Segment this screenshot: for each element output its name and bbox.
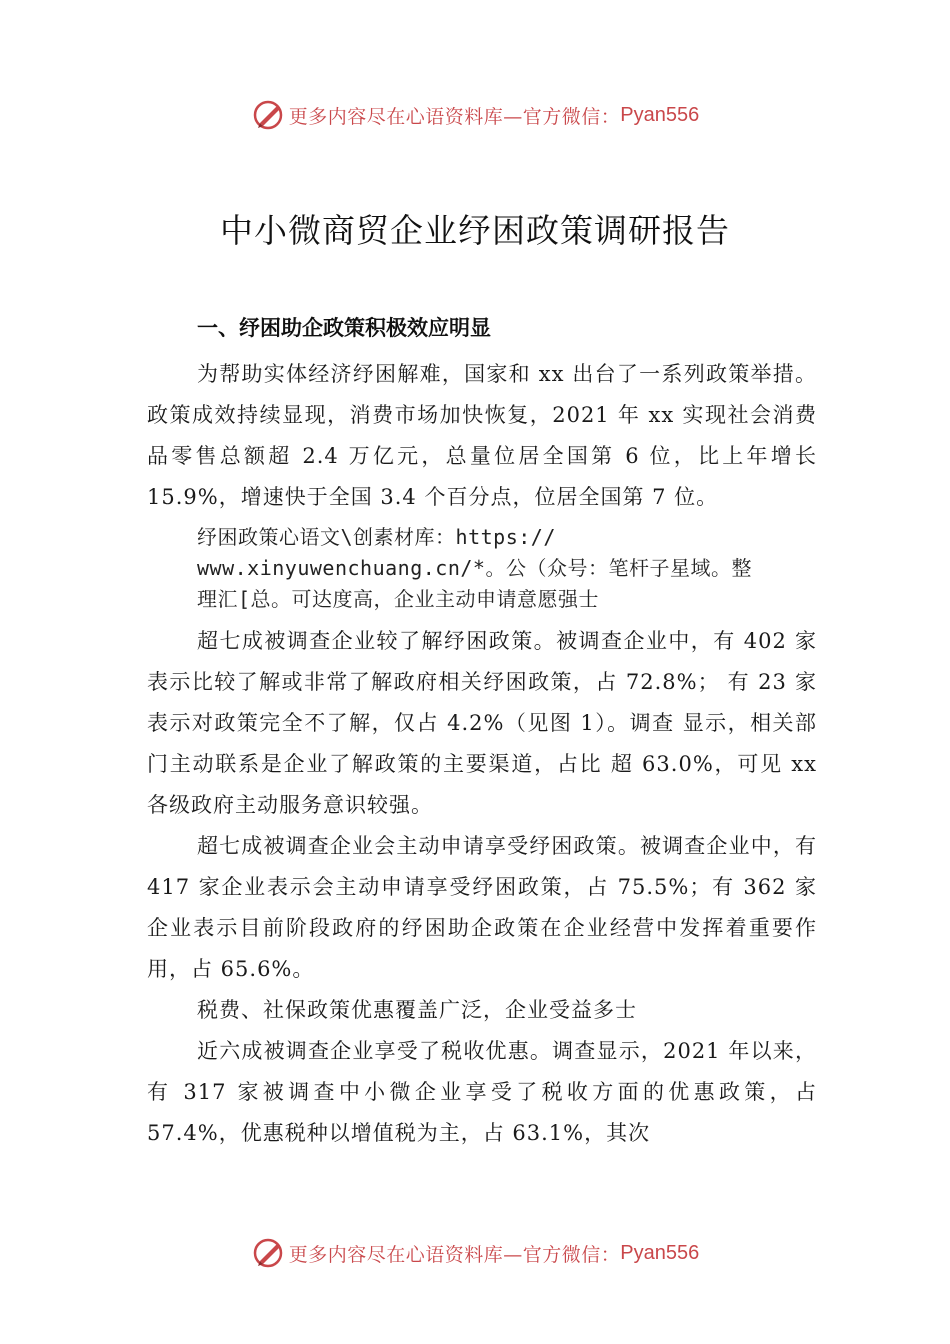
paragraph-1: 为帮助实体经济纾困解难，国家和 xx 出台了一系列政策举措。政策成效持续显现，消费市场加快恢复，2021 年 xx 实现社会消费品零售总额超 2.4 万亿元，总量位居全国第 6 位，比上年增长 15.9%，增速快于全国 3.4 个百分点，位居全国第 7 位。 [147, 362, 817, 509]
watermark-line-1: 纾困政策心语文\创素材库：https:// [197, 525, 556, 549]
watermark-line-3: 理汇[总。可达度高，企业主动申请意愿强士 [197, 587, 600, 611]
document-body [147, 312, 817, 1154]
pen-logo-icon [251, 98, 285, 132]
paragraph-2: 超七成被调查企业较了解纾困政策。被调查企业中，有 402 家表示比较了解或非常了解政府相关纾困政策，占 72.8%； 有 23 家表示对政策完全不了解，仅占 4.2%（见图 1）。调查 显示，相关部门主动联系是企业了解政策的主要渠道，占比 超 63.0%，可见 xx 各级政府主动服务意识较强。 [147, 629, 817, 817]
section-heading: 一、纾困助企政策积极效应明显 [197, 316, 491, 340]
watermark-line-2: www.xinyuwenchuang.cn/*。公（众号：笔杆子星域。整 [197, 556, 752, 580]
pen-logo-icon [251, 1236, 285, 1270]
banner-text: 更多内容尽在心语资料库—官方微信： [288, 1243, 621, 1266]
paragraph-4: 税费、社保政策优惠覆盖广泛，企业受益多士 [197, 998, 637, 1022]
document-title: 中小微商贸企业纾困政策调研报告 [220, 211, 730, 250]
watermark-text-block [197, 522, 817, 615]
banner-wechat-id: Pyan556 [620, 1241, 700, 1264]
banner-text: 更多内容尽在心语资料库—官方微信： [288, 105, 621, 128]
paragraph-5: 近六成被调查企业享受了税收优惠。调查显示，2021 年以来，有 317 家被调查中小微企业享受了税收方面的优惠政策，占 57.4%，优惠税种以增值税为主，占 63.1%，其次 [147, 1039, 817, 1145]
footer-banner [0, 1233, 950, 1273]
header-banner [0, 95, 950, 135]
paragraph-3: 超七成被调查企业会主动申请享受纾困政策。被调查企业中，有 417 家企业表示会主动申请享受纾困政策，占 75.5%；有 362 家企业表示目前阶段政府的纾困助企政策在企业经营中发挥着重要作用，占 65.6%。 [147, 834, 817, 981]
banner-wechat-id: Pyan556 [620, 103, 700, 126]
